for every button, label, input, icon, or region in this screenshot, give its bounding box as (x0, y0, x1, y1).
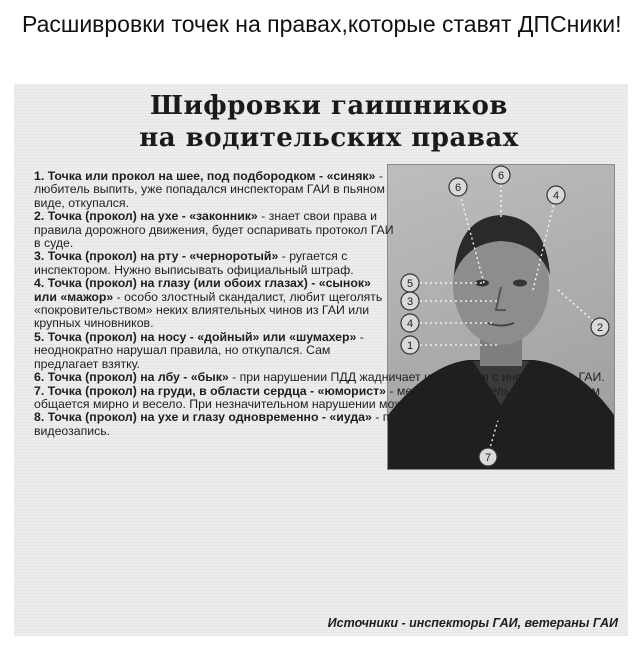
headline-line-1: Шифровки гаишников (150, 91, 508, 121)
list-item: 3. Точка (прокол) на рту - «чернοротый» - ругается с инспектором. Нужно выписывать официальный штраф. (34, 249, 354, 277)
photo-marker-label: 5 (406, 278, 414, 290)
photo-marker-label: 4 (552, 190, 560, 202)
photo-marker-label: 4 (406, 318, 414, 330)
list-item: 4. Точка (прокол) на глазу (или обоих глазах) - «сынок» или «мажор» - особо злостный скандалист, любит щеголять «покровительством» неких влиятельных чинов из ГАИ или крупных чиновников. (34, 276, 383, 331)
list-item: 8. Точка (прокол) на ухе и глазу одновременно - «иуда» - провокатор, может вести аудио- или видеозапись. (34, 410, 591, 438)
photo-marker-label: 2 (596, 322, 604, 334)
newspaper-clipping (14, 84, 628, 636)
photo-marker-label: 6 (497, 170, 505, 182)
list-item: 7. Точка (прокол) на груди, в области сердца - «юморист» - мелкий нарушитель, с инспектором общается мирно и весело. При незначительном нарушении можно и отпустить. (34, 383, 600, 411)
list-item: 2. Точка (прокол) на ухе - «законник» - знает свои права и правила дорожного движения, будет оспаривать протокол ГАИ в суде. (34, 209, 394, 251)
photo-marker-label: 7 (484, 452, 492, 464)
photo-marker-label: 6 (454, 182, 462, 194)
list-item: 5. Точка (прокол) на носу - «дойный» или «шумахер» - неоднократно нарушал правила, но откупался. Сам предлагает взятку. (34, 329, 364, 371)
post-caption: Расшивровки точек на правах,которые ставят ДПСники! (22, 11, 622, 37)
list-item: 1. Точка или прокол на шее, под подбородком - «синяк» - любитель выпить, уже попадался инспекторам ГАИ в пьяном виде, откупался. (34, 169, 385, 210)
decoding-list (34, 170, 624, 438)
photo-marker-label: 3 (406, 296, 414, 308)
list-item: 6. Точка (прокол) на лбу - «бык» - при нарушении ПДД жадничает и торгуется с инспектором ГАИ. (34, 370, 605, 385)
source-credit: Источники - инспекторы ГАИ, ветераны ГАИ (327, 616, 618, 630)
clipping-headline (94, 90, 564, 154)
photo-marker-label: 1 (406, 340, 414, 352)
headline-line-2: на водительских правах (139, 123, 519, 153)
